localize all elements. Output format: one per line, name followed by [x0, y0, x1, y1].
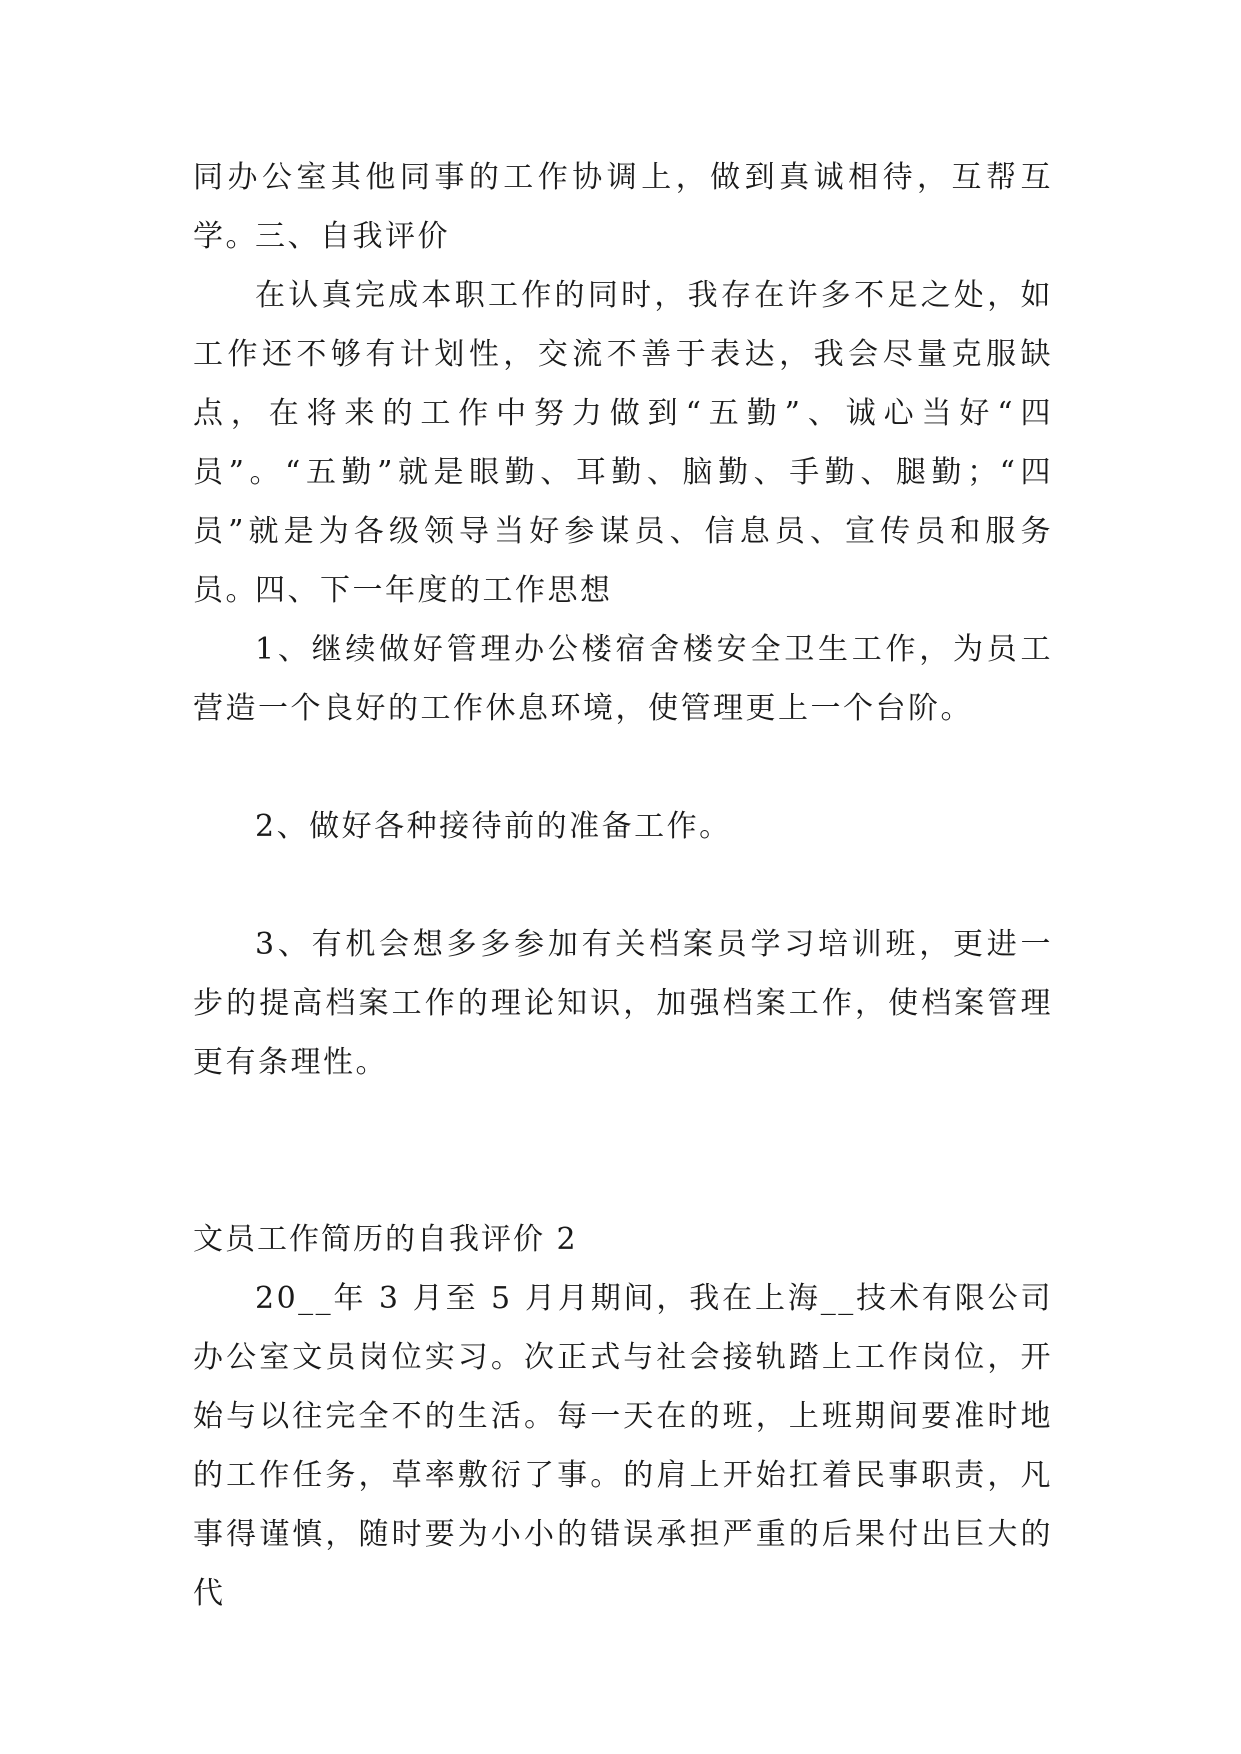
heading-next-year-plan: 四、下一年度的工作思想	[255, 573, 613, 608]
list-item-3: 3、有机会想多多参加有关档案员学习培训班，更进一步的提高档案工作的理论知识，加强档案工作，使档案管理更有条理性。	[193, 927, 1053, 1080]
list-item-2: 2、做好各种接待前的准备工作。	[255, 809, 732, 844]
heading-self-evaluation: 三、自我评价	[255, 219, 450, 254]
paragraph-section-2: 20__年 3 月至 5 月月期间，我在上海__技术有限公司办公室文员岗位实习。次正式与社会接轨踏上工作岗位，开始与以往完全不的生活。每一天在的班，上班期间要准时地的工作任务，草率敷衍了事。的肩上开始扛着民事职责，凡事得谨慎，随时要为小小的错误承担严重的后果付出巨大的代	[193, 1281, 1053, 1611]
section-2-title: 文员工作简历的自我评价 2	[193, 1222, 578, 1257]
paragraph-self-evaluation: 在认真完成本职工作的同时，我存在许多不足之处，如工作还不够有计划性，交流不善于表达，我会尽量克服缺点，在将来的工作中努力做到“五勤”、诚心当好“四员”。“五勤”就是眼勤、耳勤、脑勤、手勤、腿勤；“四员”就是为各级领导当好参谋员、信息员、宣传员和服务员。	[193, 278, 1053, 608]
paragraph-intro-end: 同办公室其他同事的工作协调上，做到真诚相待，互帮互学。	[193, 160, 1053, 254]
list-item-1: 1、继续做好管理办公楼宿舍楼安全卫生工作，为员工营造一个良好的工作休息环境，使管理更上一个台阶。	[193, 632, 1053, 726]
